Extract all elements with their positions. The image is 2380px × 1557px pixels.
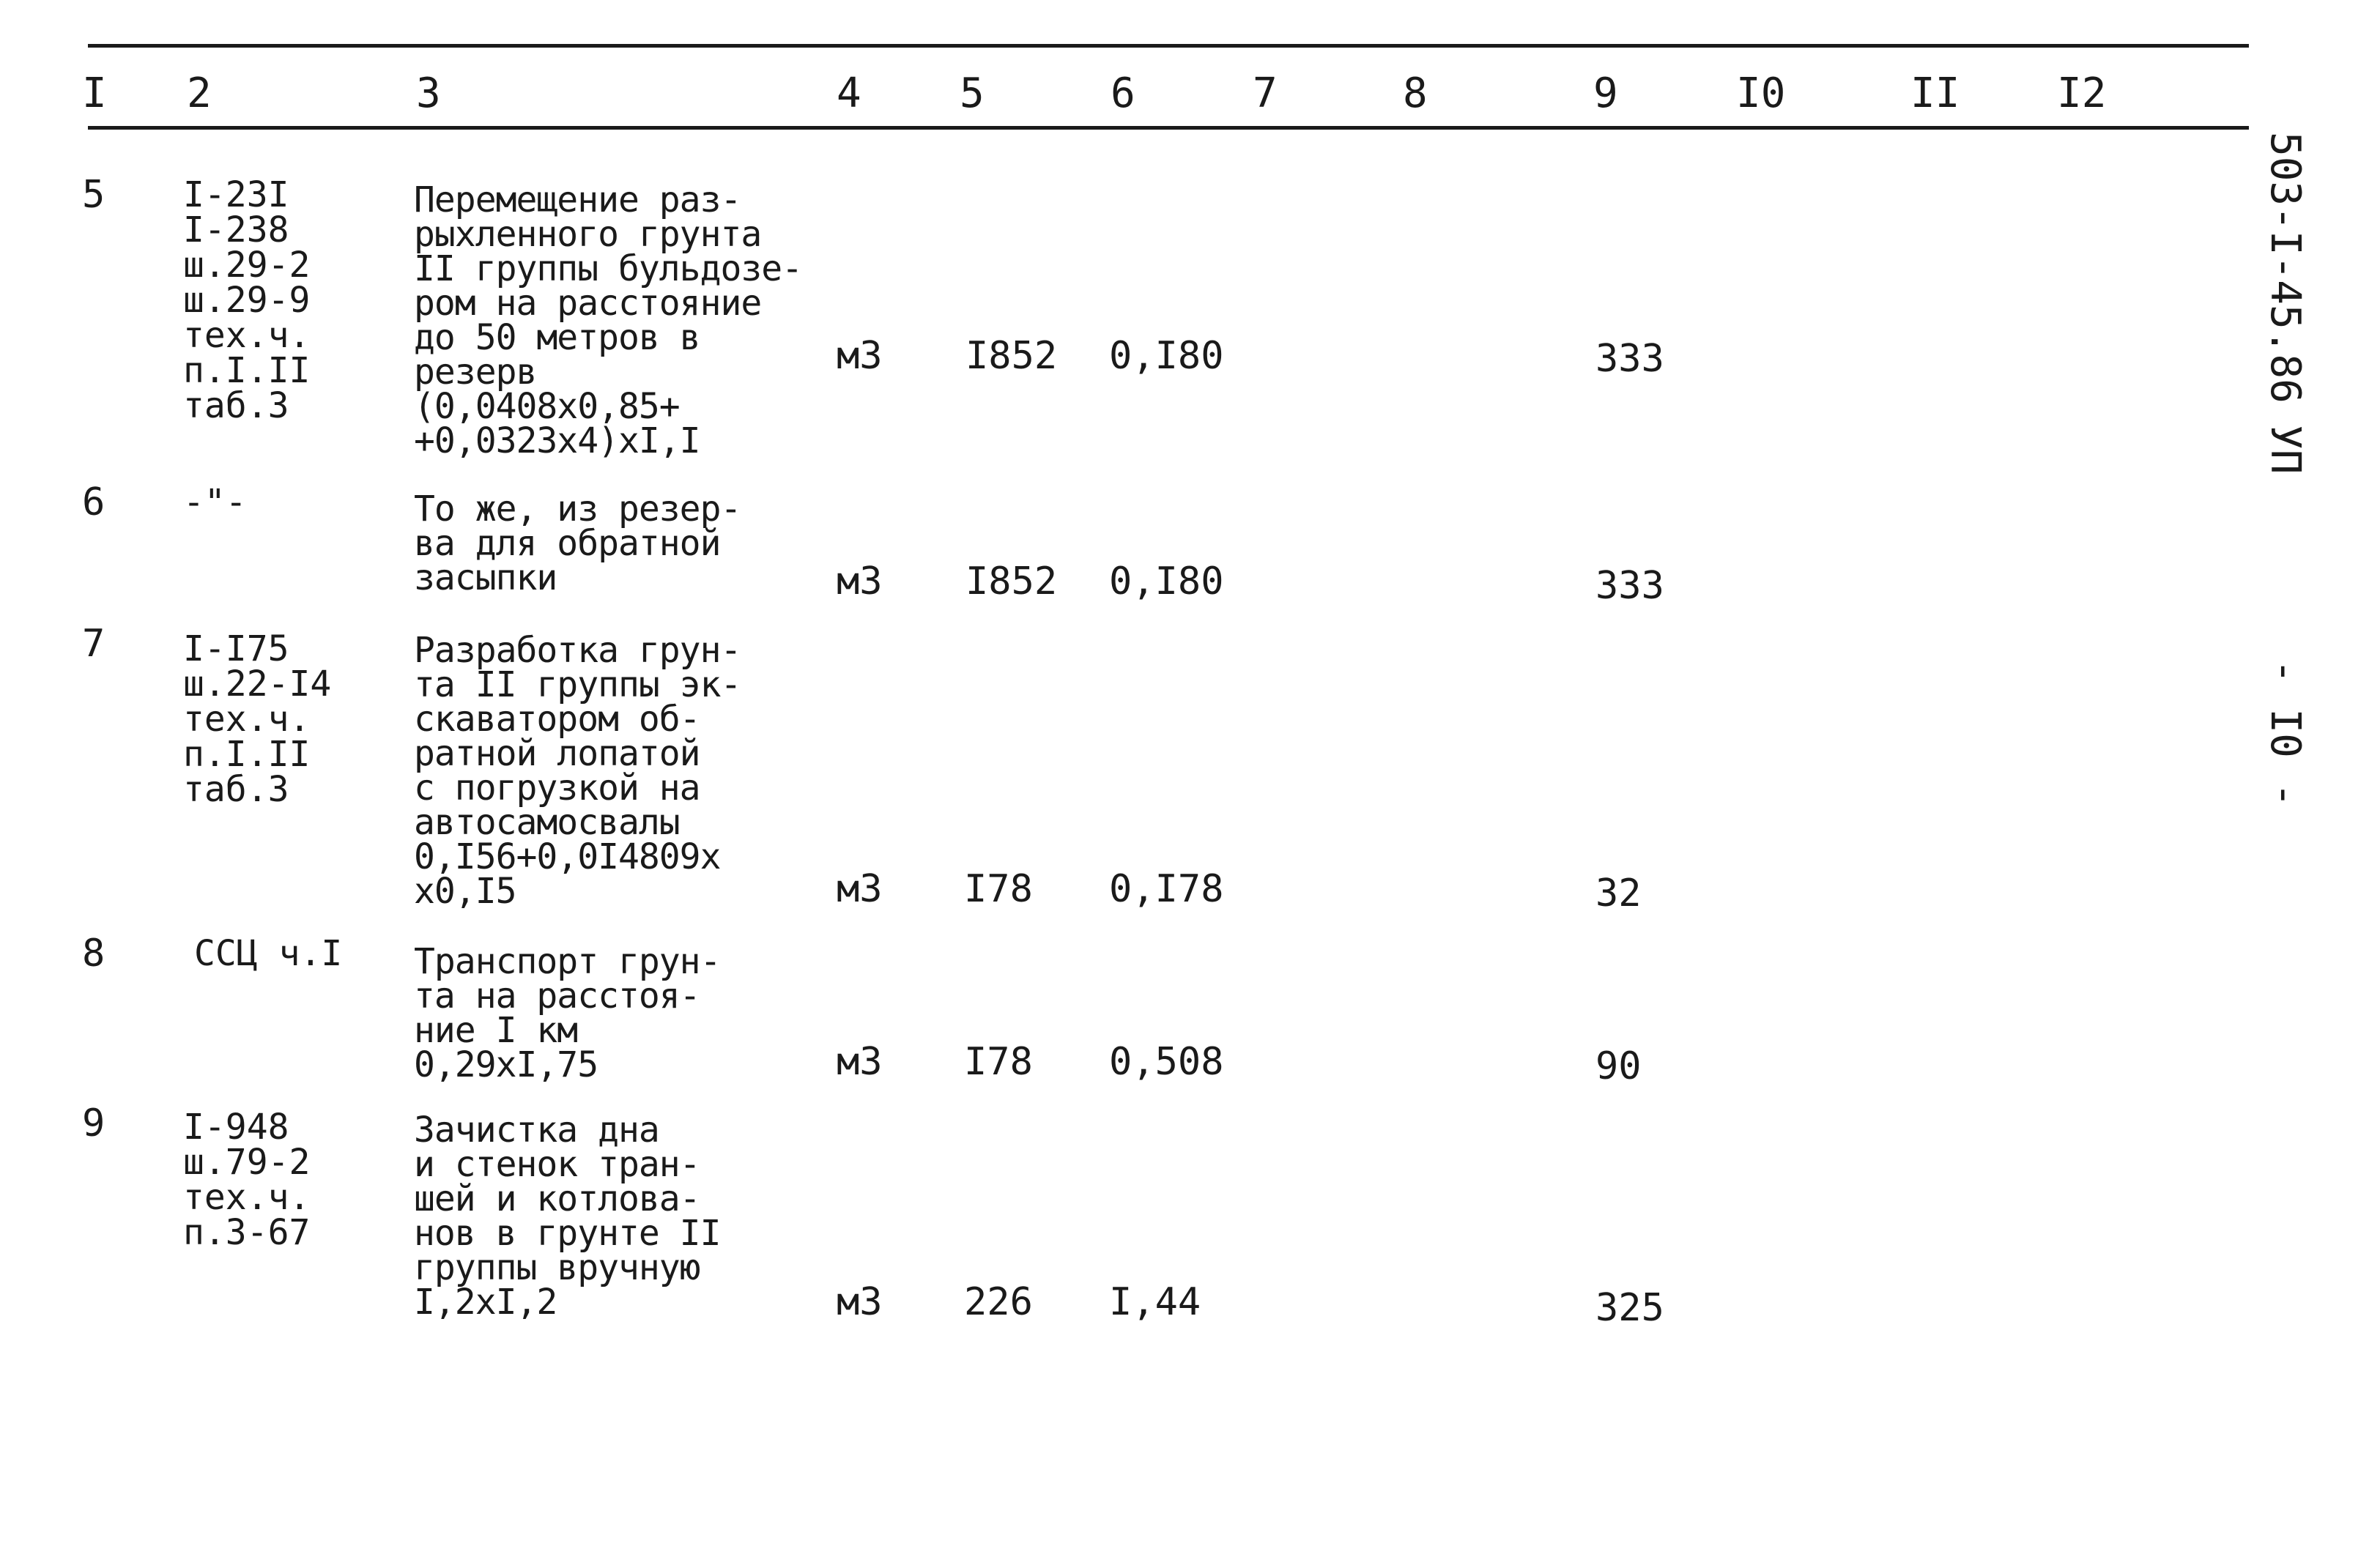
col-header-2: 2 [187,70,212,117]
table-top-rule [88,44,2249,48]
col-header-7: 7 [1253,70,1278,117]
row-9-total: 325 [1595,1286,1664,1330]
col-header-4: 4 [837,70,861,117]
row-7-description: Разработка грун- та II группы эк- скаватором об- ратной лопатой с погрузкой на автосамосвалы 0,I56+0,0I4809x x0,I5 [414,630,741,912]
row-9-reference: I-948 ш.79-2 тех.ч. п.3-67 [183,1107,311,1253]
row-7-number: 7 [82,622,105,666]
row-5-reference: I-23I I-238 ш.29-2 ш.29-9 тех.ч. п.I.II таб.3 [183,174,311,426]
col-header-6: 6 [1111,70,1135,117]
row-9-rate: I,44 [1109,1280,1201,1324]
row-8-description: Транспорт грун- та на расстоя- ние I км 0,29xI,75 [414,941,721,1085]
col-header-3: 3 [416,70,441,117]
row-7-quantity: I78 [964,867,1033,911]
row-7-reference: I-I75 ш.22-I4 тех.ч. п.I.II таб.3 [183,628,332,810]
col-header-5: 5 [960,70,985,117]
row-8-number: 8 [82,932,105,976]
row-9-unit: м3 [837,1280,883,1324]
table-header-rule [88,126,2249,130]
col-header-8: 8 [1403,70,1428,117]
row-6-total: 333 [1595,564,1664,608]
side-volume-label: УП [2261,425,2309,475]
row-6-description: То же, из резер- ва для обратной засыпки [414,488,741,598]
row-5-number: 5 [82,173,105,217]
row-8-total: 90 [1595,1044,1642,1088]
row-9-description: Зачистка дна и стенок тран- шей и котлова- нов в грунте II группы вручную I,2xI,2 [414,1110,721,1323]
col-header-9: 9 [1593,70,1618,117]
row-8-rate: 0,508 [1109,1040,1224,1084]
row-9-number: 9 [82,1101,105,1145]
col-header-12: I2 [2057,70,2107,117]
row-5-quantity: I852 [965,334,1058,378]
side-document-code: 503-I-45.86 [2261,132,2309,404]
col-header-10: I0 [1736,70,1786,117]
row-8-reference: ССЦ ч.I [194,933,343,974]
row-5-unit: м3 [837,334,883,378]
row-7-total: 32 [1595,872,1642,915]
row-6-reference: -"- [183,482,247,523]
row-6-unit: м3 [837,560,883,603]
row-8-quantity: I78 [964,1040,1033,1084]
row-7-unit: м3 [837,867,883,911]
col-header-1: I [82,70,107,117]
row-5-rate: 0,I80 [1109,334,1224,378]
row-6-quantity: I852 [965,560,1058,603]
row-8-unit: м3 [837,1040,883,1084]
side-page-number: - I0 - [2261,659,2309,808]
row-5-total: 333 [1595,337,1664,381]
row-9-quantity: 226 [964,1280,1033,1324]
row-6-number: 6 [82,480,105,524]
row-5-description: Перемещение раз- рыхленного грунта II группы бульдозе- ром на расстояние до 50 метров в резерв (0,0408x0,85+ +0,0323x4)xI,I [414,179,803,461]
row-6-rate: 0,I80 [1109,560,1224,603]
col-header-11: II [1910,70,1960,117]
row-7-rate: 0,I78 [1109,867,1224,911]
